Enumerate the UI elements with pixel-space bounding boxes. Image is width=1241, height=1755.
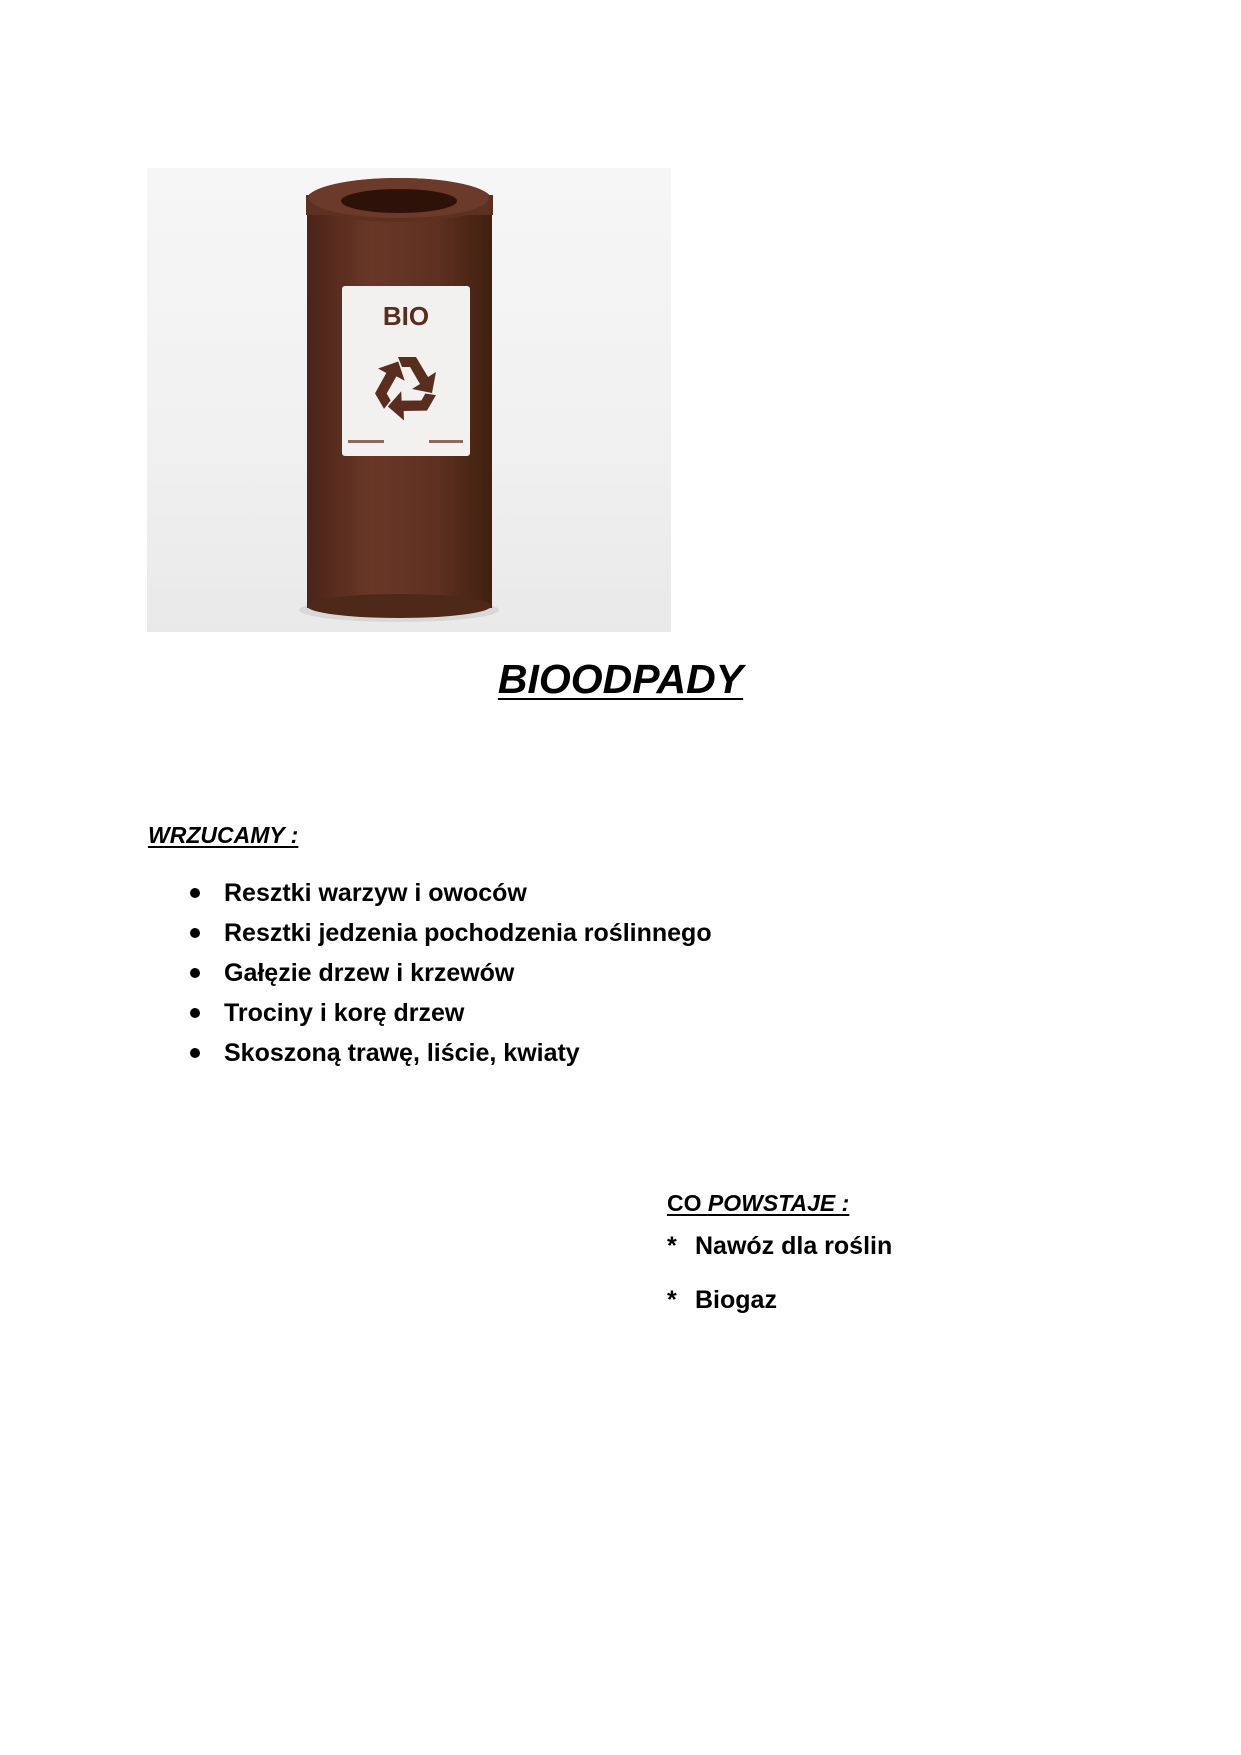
bullet-icon [190, 928, 200, 938]
list-item [190, 953, 712, 993]
list-item-text: Resztki warzyw i owoców [224, 879, 527, 907]
put-items-list [190, 873, 712, 1073]
bullet-icon [190, 1048, 200, 1058]
list-item-text: Trociny i korę drzew [224, 999, 465, 1027]
result-item-text: Nawóz dla roślin [695, 1232, 893, 1260]
result-item [667, 1232, 892, 1261]
list-item [190, 993, 712, 1033]
asterisk-bullet: * [667, 1232, 677, 1260]
asterisk-bullet: * [667, 1286, 677, 1314]
list-item [190, 1033, 712, 1073]
list-item-text: Skoszoną trawę, liście, kwiaty [224, 1039, 580, 1067]
bin-label-text: BIO [382, 301, 430, 331]
list-item-text: Gałęzie drzew i krzewów [224, 959, 515, 987]
bullet-icon [190, 1008, 200, 1018]
result-item [667, 1286, 777, 1315]
section-heading-result-plain: CO [667, 1190, 702, 1216]
list-item-text: Resztki jedzenia pochodzenia roślinnego [224, 919, 712, 947]
bio-bin-photo [147, 168, 671, 632]
result-item-text: Biogaz [695, 1286, 777, 1314]
section-heading-result [667, 1190, 849, 1217]
page-title: BIOODPADY [497, 656, 744, 702]
list-item [190, 913, 712, 953]
bio-bin-illustration [147, 168, 671, 632]
list-item [190, 873, 712, 913]
section-heading-result-italic: POWSTAJE : [707, 1190, 850, 1216]
bullet-icon [190, 968, 200, 978]
bullet-icon [190, 888, 200, 898]
section-heading-put: WRZUCAMY : [148, 822, 299, 848]
